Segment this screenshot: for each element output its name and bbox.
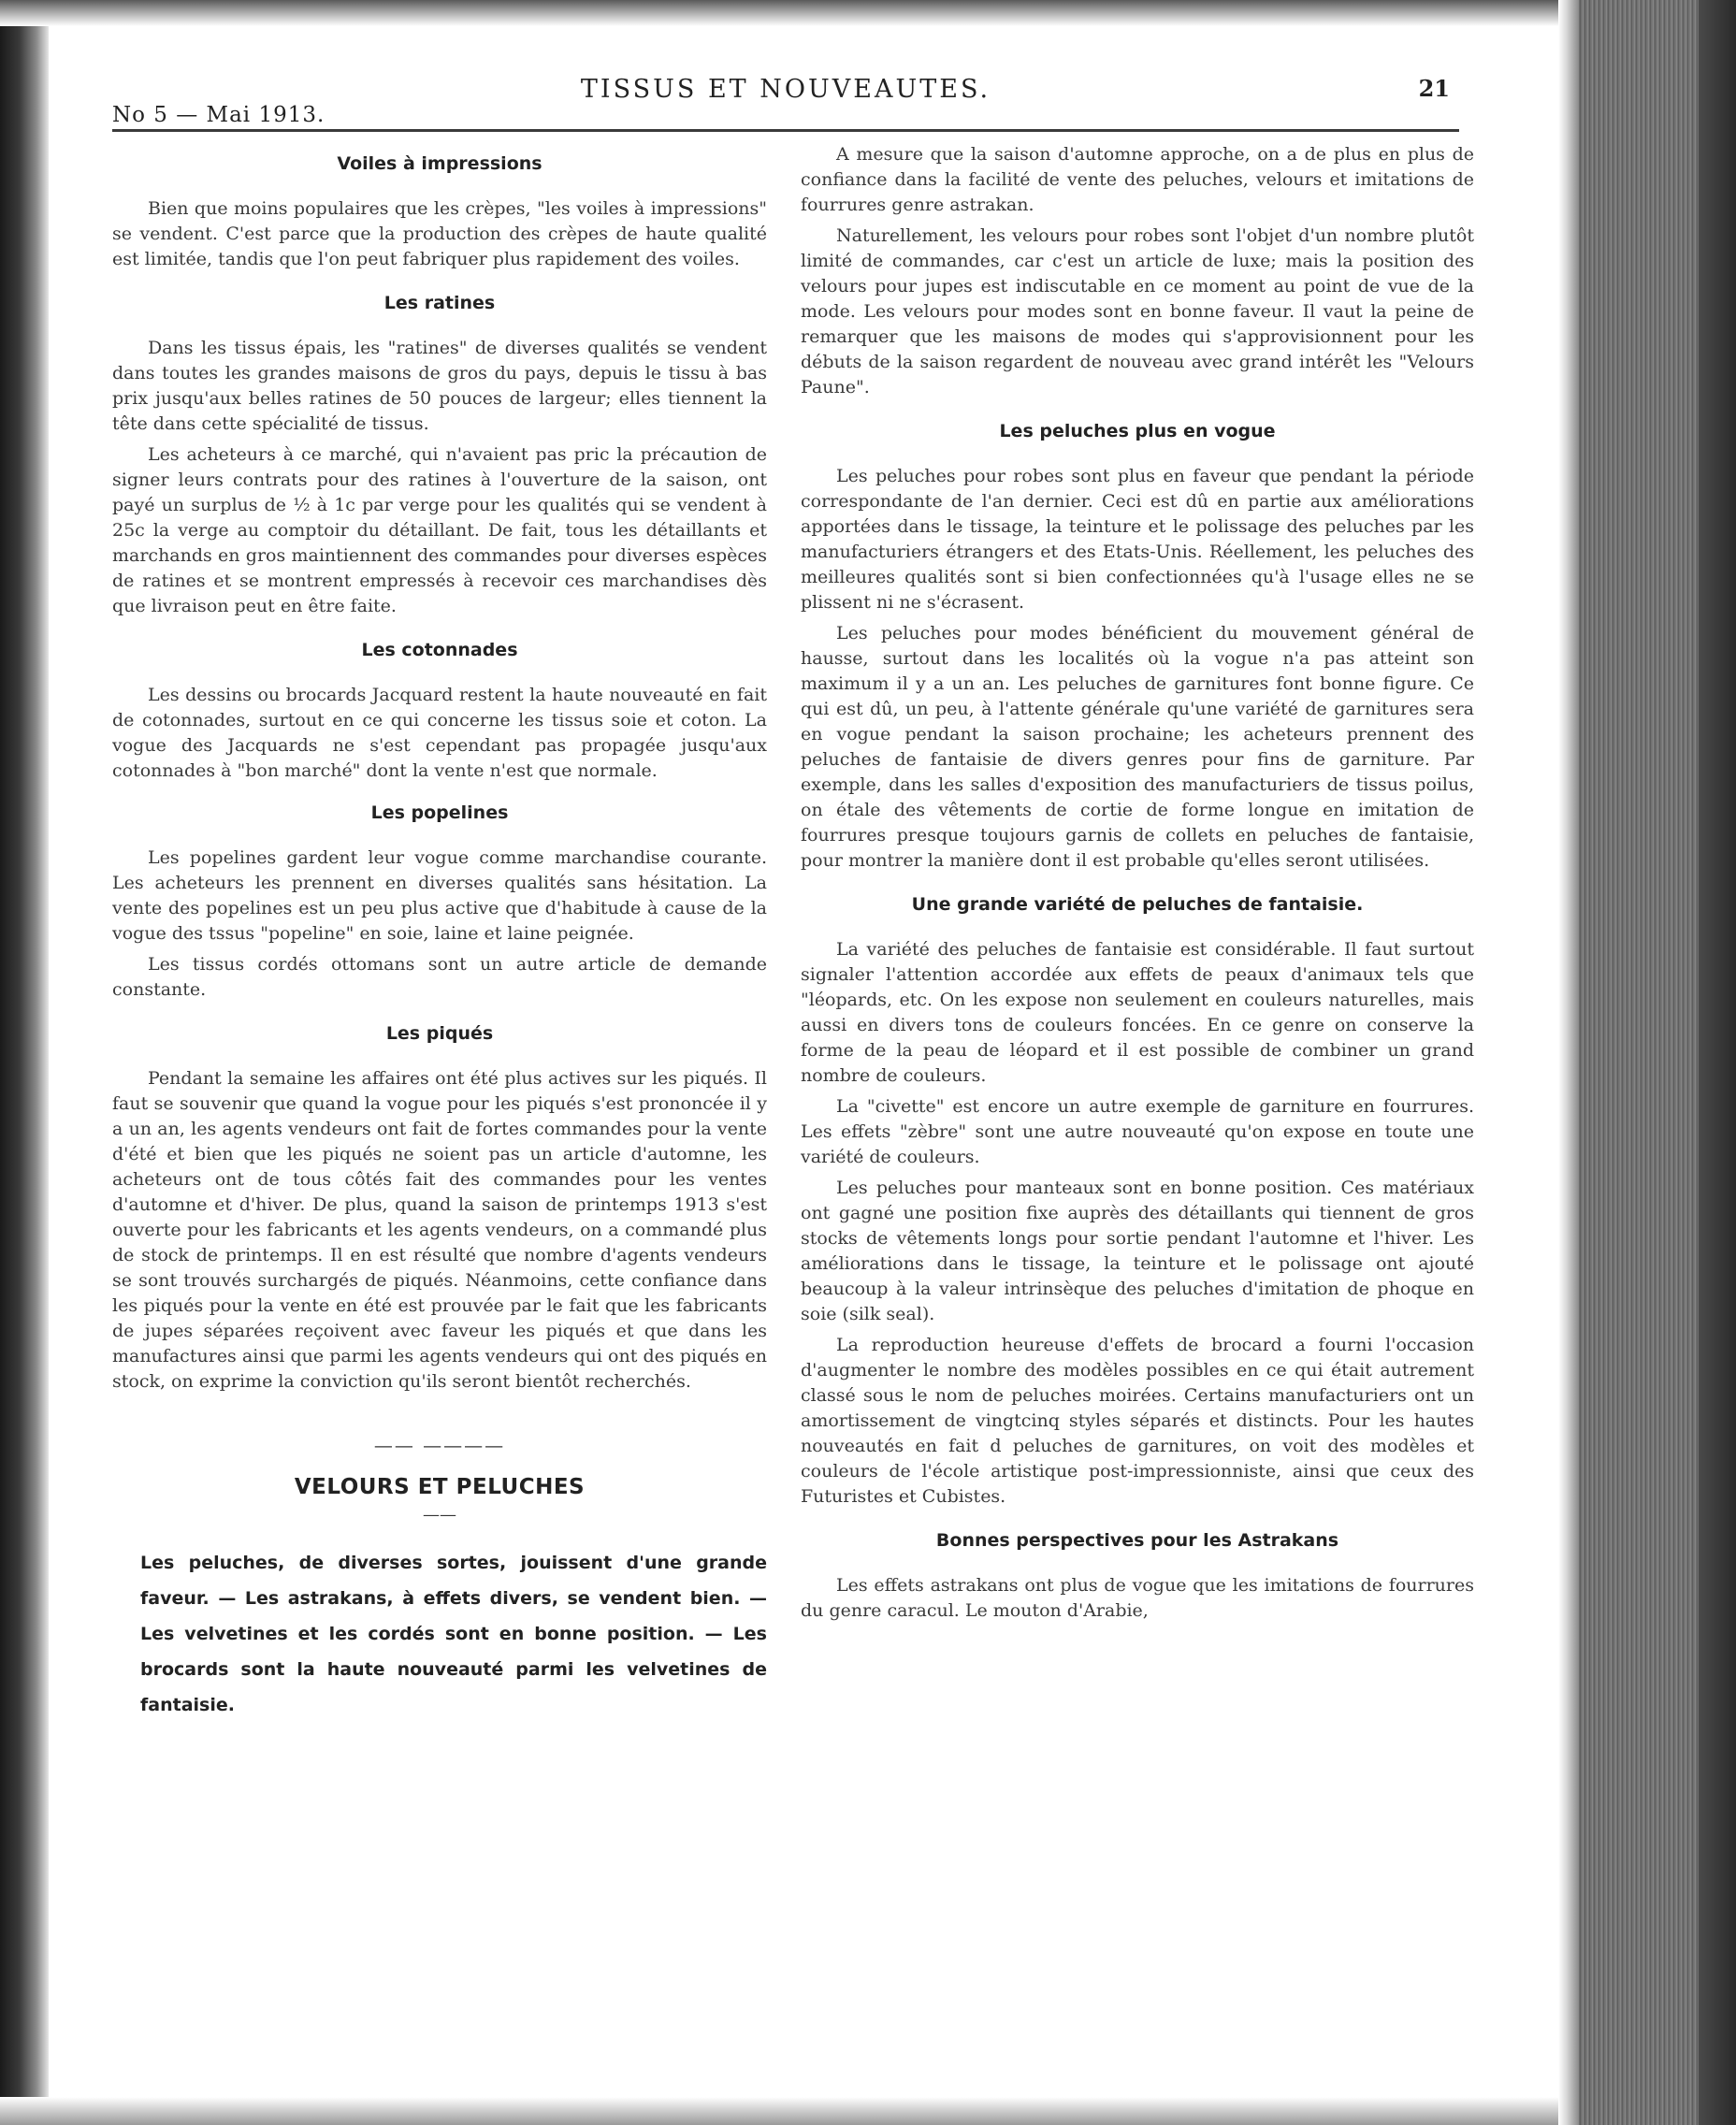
paragraph: Les effets astrakans ont plus de vogue que les imitations de fourrures du genre caracul. Le mouton d'Arabie,	[801, 1575, 1474, 1621]
section-divider: —— ————	[373, 1434, 506, 1456]
page-number: 21	[1418, 75, 1450, 102]
paragraph: La reproduction heureuse d'effets de brocard a fourni l'occasion d'augmenter le nombre des modèles possibles en ce qui était autrement classé sous le nom de peluches moirées. Certains manufacturiers ont un amortissement de vingtcinq styles séparés et distincts. Pour les hautes nouveautés en fait d peluches de garnitures, on voit des modèles et couleurs de l'école artistique post-impressionniste, ainsi que ceux des Futuristes et Cubistes.	[801, 1335, 1474, 1507]
section-heading-cotonnades: Les cotonnades	[361, 640, 518, 660]
paragraph: Pendant la semaine les affaires ont été plus actives sur les piqués. Il faut se souvenir que quand la vogue pour les piqués s'est prononcée il y a un an, les agents vendeurs ont fait de fortes commandes pour la vente d'été et bien que les piqués ne soient pas un article d'automne, les acheteurs ont de tous côtés fait des commandes pour les ventes d'automne et d'hiver. De plus, quand la saison de printemps 1913 s'est ouverte pour les fabricants et les agents vendeurs, on a commandé plus de stock de printemps. Il en est résulté que nombre d'agents vendeurs se sont trouvés surchargés de piqués. Néanmoins, cette confiance dans les piqués pour la vente en été est prouvée par le fait que les fabricants de jupes séparées reçoivent avec faveur les piqués et que dans les manufactures ainsi que parmi les agents vendeurs qui ont des piqués en stock, on exprime la conviction qu'ils seront bientôt recherchés.	[112, 1068, 767, 1392]
paragraph: Bien que moins populaires que les crèpes, "les voiles à impressions" se vendent. C'est parce que la production des crèpes de haute qualité est limitée, tandis que l'on peut fabriquer plus rapidement des voiles.	[112, 198, 767, 269]
right-column	[801, 142, 1474, 1629]
book-binding-shadow	[0, 0, 49, 2125]
magazine-page	[94, 56, 1497, 2076]
paragraph: Dans les tissus épais, les "ratines" de diverses qualités se vendent dans toutes les grandes maisons de gros du pays, depuis le tissu à bas prix jusqu'aux belles ratines de 50 pouces de largeur; elles tiennent la tête dans cette spécialité de tissus.	[112, 338, 767, 434]
article-summary: Les peluches, de diverses sortes, jouissent d'une grande faveur. — Les astrakans, à effets divers, se vendent bien. — Les velvetines et les cordés sont en bonne position. — Les brocards sont la haute nouveauté parmi les velvetines de fantaisie.	[140, 1553, 767, 1715]
paragraph: Les dessins ou brocards Jacquard restent la haute nouveauté en fait de cotonnades, surtout en ce qui concerne les tissus soie et coton. La vogue des Jacquards ne s'est cependant pas propagée jusqu'aux cotonnades à "bon marché" dont la vente n'est que normale.	[112, 685, 767, 781]
paragraph: A mesure que la saison d'automne approche, on a de plus en plus de confiance dans la facilité de vente des peluches, velours et imitations de fourrures genre astrakan.	[801, 144, 1474, 215]
paragraph: Les tissus cordés ottomans sont un autre article de demande constante.	[112, 954, 767, 1000]
section-heading-piques: Les piqués	[385, 1023, 494, 1044]
section-heading-ratines: Les ratines	[383, 293, 496, 313]
paragraph: Les peluches pour robes sont plus en faveur que pendant la période correspondante de l'an dernier. Ceci est dû en partie aux améliorations apportées dans le tissage, la teinture et le polissage des peluches par les manufacturiers étrangers et des Etats-Unis. Réellement, les peluches des meilleures qualités sont si bien confectionnées qu'à l'usage elles ne se plissent ni ne s'écrasent.	[801, 466, 1474, 613]
section-heading-voiles: Voiles à impressions	[337, 153, 542, 174]
scan-top-shadow	[0, 0, 1571, 26]
page-header	[112, 65, 1459, 127]
section-heading-peluches-vogue: Les peluches plus en vogue	[999, 421, 1276, 441]
left-column	[112, 142, 767, 1723]
header-rule	[112, 129, 1459, 132]
book-page-edges	[1558, 0, 1736, 2125]
issue-number: No 5 — Mai 1913.	[112, 103, 326, 127]
paragraph: La "civette" est encore un autre exemple de garniture en fourrures. Les effets "zèbre" sont une autre nouveauté qu'on expose en toute une variété de couleurs.	[801, 1096, 1474, 1167]
section-heading-variete: Une grande variété de peluches de fantaisie.	[911, 894, 1364, 915]
section-heading-popelines: Les popelines	[370, 802, 509, 823]
heading-rule: ——	[423, 1505, 456, 1525]
paragraph: Les peluches pour modes bénéficient du mouvement général de hausse, surtout dans les localités où la vogue n'a pas atteint son maximum il y a un an. Les peluches de garnitures font bonne figure. Ce qui est dû, un peu, à l'attente générale qu'une variété de garnitures sera en vogue pendant la saison prochaine; les acheteurs prennent des peluches de fantaisie de divers genres pour fins de garniture. Par exemple, dans les salles d'exposition des manufacturiers de tissus poilus, on étale des vêtements de cortie de forme longue en imitation de fourrures presque toujours garnis de collets en peluches de fantaisie, pour montrer la manière dont il est probable qu'elles seront utilisées.	[801, 623, 1474, 871]
paragraph: Naturellement, les velours pour robes sont l'objet d'un nombre plutôt limité de commandes, car c'est un article de luxe; mais la position des velours pour jupes est indiscutable en ce moment au point de vue de la mode. Les velours pour modes sont en bonne faveur. Il vaut la peine de remarquer que les maisons de modes qui s'approvisionnent pour les débuts de la saison regardent de nouveau avec grand intérêt les "Velours Paune".	[801, 225, 1474, 398]
paragraph: Les acheteurs à ce marché, qui n'avaient pas pric la précaution de signer leurs contrats pour des ratines à l'ouverture de la saison, ont payé un surplus de ½ à 1c par verge pour les qualités qui se vendent à 25c la verge au comptoir du détaillant. De fait, tous les détaillants et marchands en gros maintiennent des commandes pour diverses espèces de ratines et se montrent empressés à recevoir ces marchandises dès que livraison peut en être faite.	[112, 444, 767, 616]
journal-title: TISSUS ET NOUVEAUTES.	[580, 75, 991, 104]
section-heading-astrakans: Bonnes perspectives pour les Astrakans	[935, 1530, 1339, 1551]
scan-bottom-shadow	[0, 2097, 1571, 2125]
paragraph: La variété des peluches de fantaisie est considérable. Il faut surtout signaler l'attention accordée aux effets de peaux d'animaux tels que "léopards, etc. On les expose non seulement en couleurs naturelles, mais aussi en divers tons de couleurs foncées. En ce genre on conserve la forme de la peau de léopard et il est possible de combiner un grand nombre de couleurs.	[801, 939, 1474, 1086]
major-heading-velours: VELOURS ET PELUCHES	[294, 1475, 586, 1499]
paragraph: Les peluches pour manteaux sont en bonne position. Ces matériaux ont gagné une position fixe auprès des détaillants qui tiennent de gros stocks de vêtements longs pour sortie pendant l'automne et l'hiver. Les améliorations dans le tissage, la teinture et le polissage ont ajouté beaucoup à la valeur intrinsèque des peluches d'imitation de phoque en soie (silk seal).	[801, 1178, 1474, 1324]
paragraph: Les popelines gardent leur vogue comme marchandise courante. Les acheteurs les prennent en diverses qualités sans hésitation. La vente des popelines est un peu plus active que d'habitude à cause de la vogue des tssus "popeline" en soie, laine et laine peignée.	[112, 847, 767, 944]
